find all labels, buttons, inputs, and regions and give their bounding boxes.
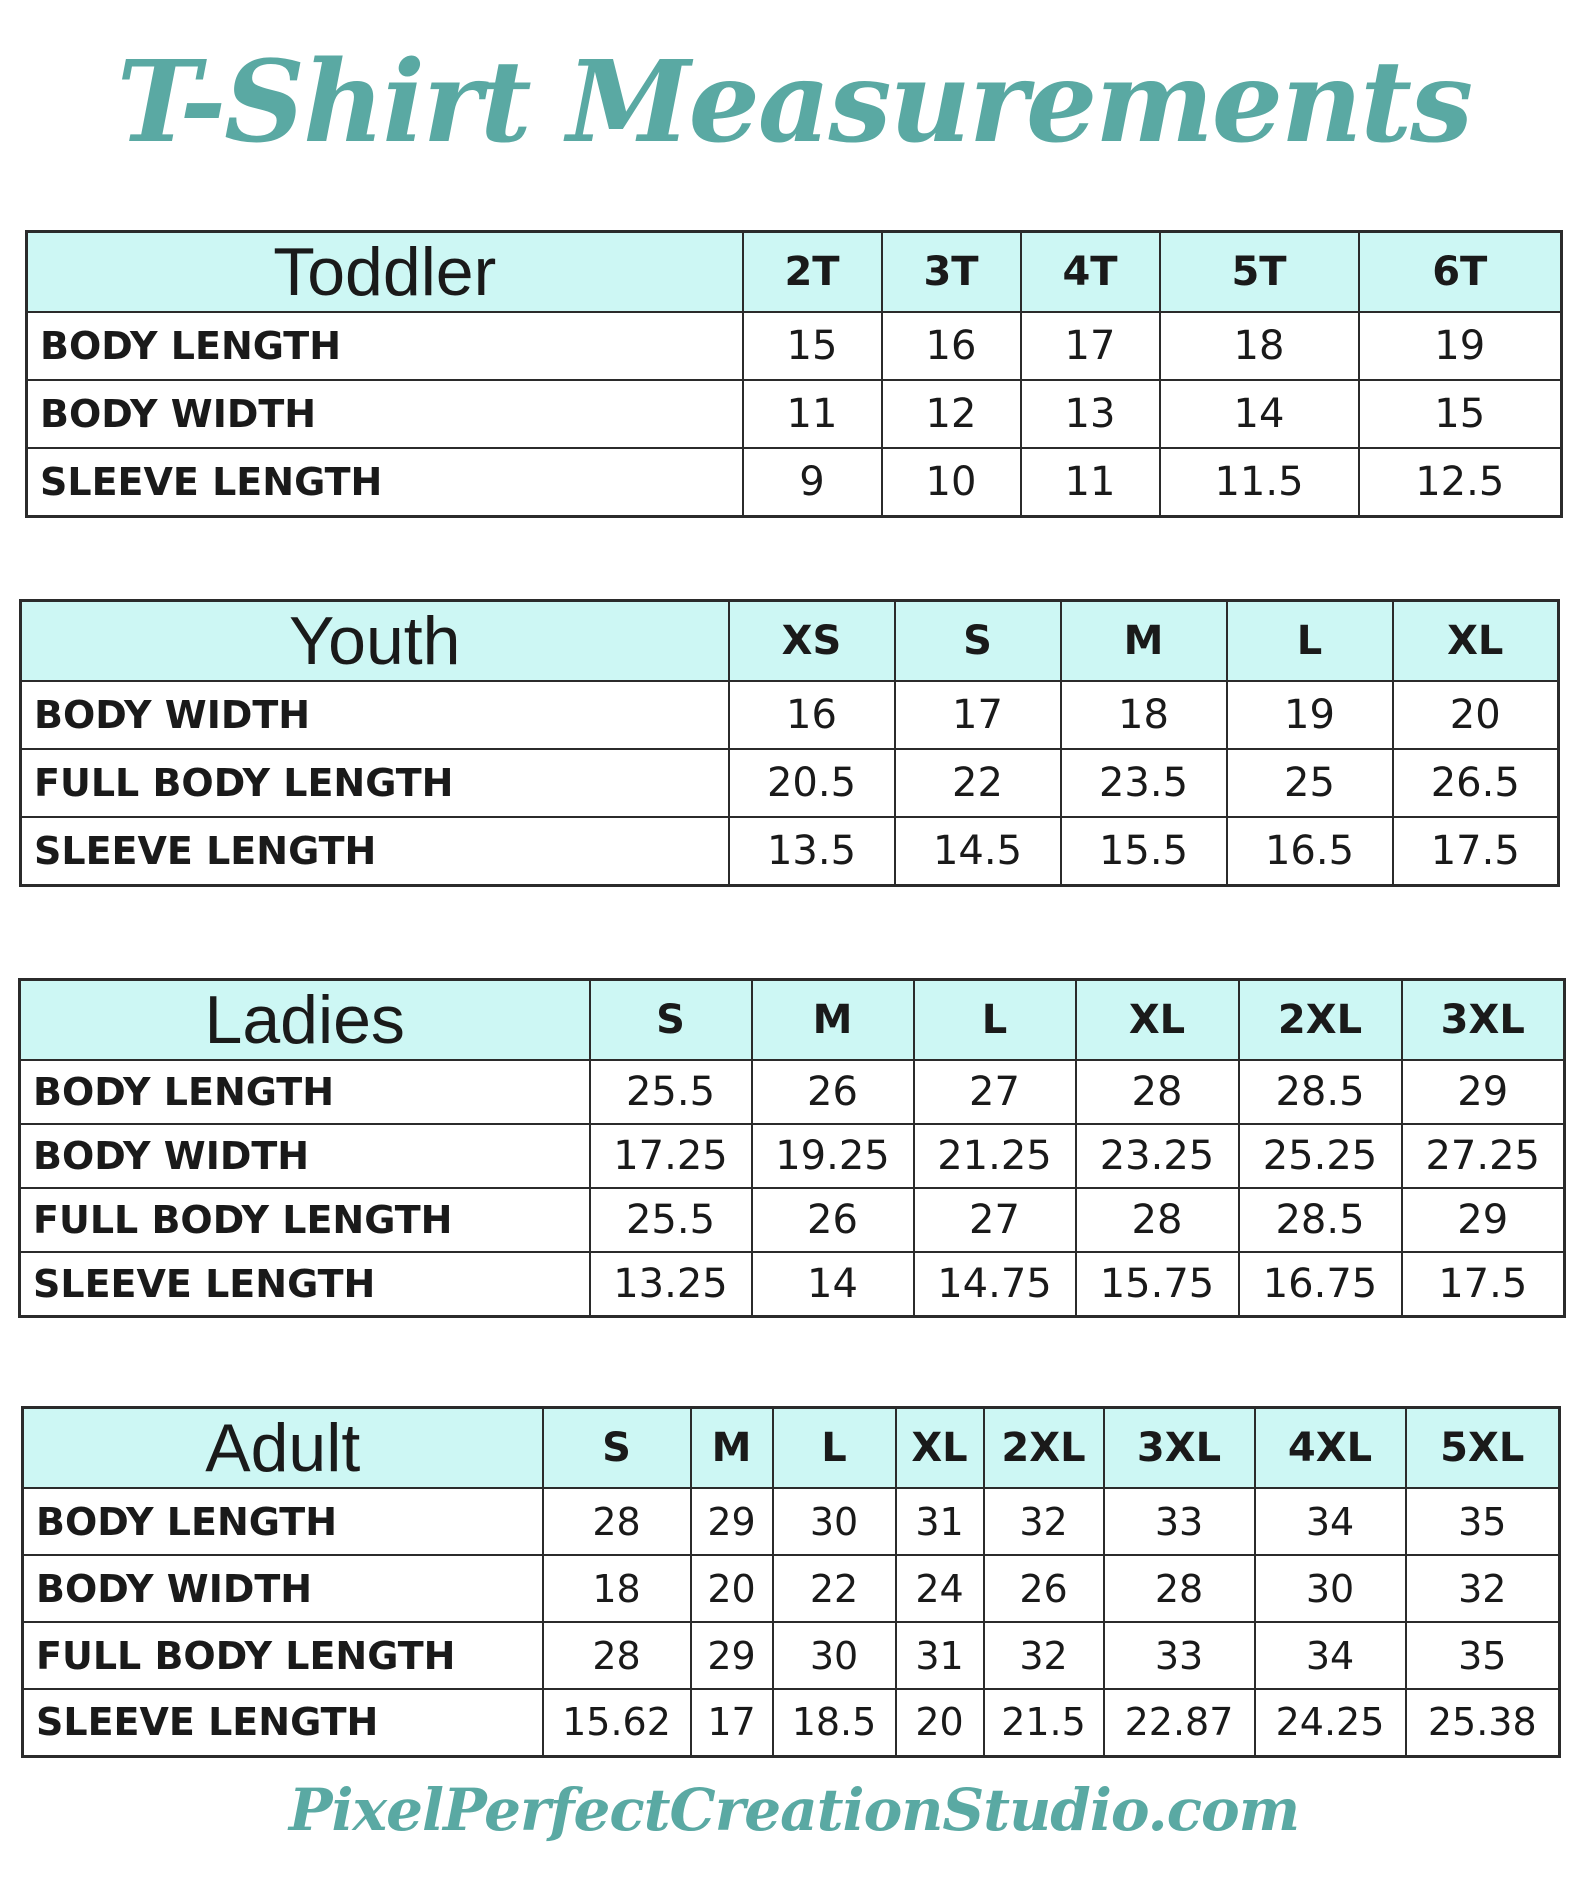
toddler-size-table xyxy=(25,230,1563,518)
table-header-row xyxy=(23,1408,1560,1489)
measurement-cell: 11.5 xyxy=(1160,448,1359,516)
table-header-row xyxy=(27,232,1562,313)
table-header-row xyxy=(20,980,1565,1061)
measurement-cell: 31 xyxy=(896,1488,984,1555)
measurement-cell: 32 xyxy=(984,1622,1104,1689)
row-label: BODY WIDTH xyxy=(27,380,743,448)
ladies-size-table xyxy=(18,978,1566,1318)
size-heading: XL xyxy=(896,1408,984,1489)
measurement-cell: 22 xyxy=(895,749,1061,817)
table-row xyxy=(20,1252,1565,1316)
measurement-cell: 20 xyxy=(896,1689,984,1756)
size-heading: 4T xyxy=(1021,232,1160,313)
size-heading: 2T xyxy=(743,232,882,313)
measurement-cell: 10 xyxy=(882,448,1021,516)
row-label: FULL BODY LENGTH xyxy=(21,749,729,817)
group-heading: Ladies xyxy=(20,980,590,1061)
size-heading: 2XL xyxy=(1239,980,1402,1061)
size-heading: 3XL xyxy=(1402,980,1565,1061)
measurement-cell: 32 xyxy=(1406,1555,1560,1622)
measurement-cell: 28 xyxy=(543,1622,691,1689)
measurement-cell: 12.5 xyxy=(1359,448,1562,516)
measurement-cell: 25.38 xyxy=(1406,1689,1560,1756)
measurement-cell: 31 xyxy=(896,1622,984,1689)
measurement-cell: 19 xyxy=(1359,312,1562,380)
measurement-cell: 35 xyxy=(1406,1488,1560,1555)
row-label: SLEEVE LENGTH xyxy=(27,448,743,516)
table-row xyxy=(20,1188,1565,1252)
size-heading: L xyxy=(773,1408,896,1489)
measurement-cell: 11 xyxy=(1021,448,1160,516)
measurement-cell: 35 xyxy=(1406,1622,1560,1689)
measurement-cell: 15.62 xyxy=(543,1689,691,1756)
measurement-cell: 26.5 xyxy=(1393,749,1559,817)
measurement-cell: 25.25 xyxy=(1239,1124,1402,1188)
measurement-cell: 13.5 xyxy=(729,817,895,885)
measurement-cell: 27.25 xyxy=(1402,1124,1565,1188)
measurement-cell: 22.87 xyxy=(1104,1689,1255,1756)
measurement-cell: 11 xyxy=(743,380,882,448)
measurement-cell: 34 xyxy=(1255,1488,1406,1555)
measurement-cell: 28.5 xyxy=(1239,1060,1402,1124)
row-label: BODY LENGTH xyxy=(27,312,743,380)
size-heading: M xyxy=(752,980,914,1061)
measurement-cell: 18 xyxy=(1160,312,1359,380)
size-heading: 4XL xyxy=(1255,1408,1406,1489)
table-row xyxy=(23,1488,1560,1555)
measurement-cell: 18 xyxy=(1061,681,1227,749)
measurement-cell: 29 xyxy=(1402,1060,1565,1124)
size-heading: S xyxy=(590,980,752,1061)
table-row xyxy=(20,1124,1565,1188)
measurement-cell: 28.5 xyxy=(1239,1188,1402,1252)
measurement-cell: 16 xyxy=(729,681,895,749)
measurement-cell: 28 xyxy=(1104,1555,1255,1622)
measurement-cell: 14 xyxy=(1160,380,1359,448)
measurement-cell: 29 xyxy=(691,1488,773,1555)
measurement-cell: 21.5 xyxy=(984,1689,1104,1756)
table-row xyxy=(21,749,1559,817)
measurement-cell: 16.5 xyxy=(1227,817,1393,885)
group-heading: Youth xyxy=(21,601,729,682)
size-heading: L xyxy=(914,980,1076,1061)
row-label: BODY LENGTH xyxy=(23,1488,543,1555)
table-row xyxy=(23,1622,1560,1689)
measurement-cell: 12 xyxy=(882,380,1021,448)
measurement-cell: 15.5 xyxy=(1061,817,1227,885)
measurement-cell: 27 xyxy=(914,1060,1076,1124)
measurement-cell: 18.5 xyxy=(773,1689,896,1756)
measurement-cell: 33 xyxy=(1104,1488,1255,1555)
measurement-cell: 30 xyxy=(1255,1555,1406,1622)
measurement-cell: 19.25 xyxy=(752,1124,914,1188)
measurement-cell: 34 xyxy=(1255,1622,1406,1689)
size-heading: 3XL xyxy=(1104,1408,1255,1489)
measurement-cell: 13.25 xyxy=(590,1252,752,1316)
measurement-cell: 25 xyxy=(1227,749,1393,817)
measurement-cell: 29 xyxy=(1402,1188,1565,1252)
measurement-cell: 32 xyxy=(984,1488,1104,1555)
measurement-cell: 20 xyxy=(691,1555,773,1622)
measurement-cell: 15 xyxy=(1359,380,1562,448)
measurement-cell: 20.5 xyxy=(729,749,895,817)
measurement-cell: 17 xyxy=(895,681,1061,749)
measurement-cell: 29 xyxy=(691,1622,773,1689)
measurement-cell: 28 xyxy=(1076,1060,1239,1124)
measurement-cell: 15 xyxy=(743,312,882,380)
measurement-cell: 17.5 xyxy=(1402,1252,1565,1316)
youth-size-table xyxy=(19,599,1560,887)
measurement-cell: 17 xyxy=(691,1689,773,1756)
measurement-cell: 22 xyxy=(773,1555,896,1622)
table-row xyxy=(21,817,1559,885)
measurement-cell: 9 xyxy=(743,448,882,516)
size-heading: 2XL xyxy=(984,1408,1104,1489)
measurement-cell: 26 xyxy=(752,1188,914,1252)
measurement-cell: 14.5 xyxy=(895,817,1061,885)
row-label: FULL BODY LENGTH xyxy=(20,1188,590,1252)
measurement-cell: 13 xyxy=(1021,380,1160,448)
row-label: FULL BODY LENGTH xyxy=(23,1622,543,1689)
table-row xyxy=(23,1555,1560,1622)
measurement-cell: 17.25 xyxy=(590,1124,752,1188)
adult-size-table xyxy=(21,1406,1561,1758)
table-header-row xyxy=(21,601,1559,682)
measurement-cell: 26 xyxy=(984,1555,1104,1622)
group-heading: Adult xyxy=(23,1408,543,1489)
size-heading: M xyxy=(691,1408,773,1489)
table-row xyxy=(20,1060,1565,1124)
measurement-cell: 16 xyxy=(882,312,1021,380)
measurement-cell: 14.75 xyxy=(914,1252,1076,1316)
measurement-cell: 18 xyxy=(543,1555,691,1622)
page-title: T-Shirt Measurements xyxy=(116,37,1472,168)
measurement-cell: 30 xyxy=(773,1488,896,1555)
website-footer: PixelPerfectCreationStudio.com xyxy=(288,1776,1300,1844)
size-heading: S xyxy=(895,601,1061,682)
measurement-cell: 15.75 xyxy=(1076,1252,1239,1316)
measurement-cell: 20 xyxy=(1393,681,1559,749)
table-row xyxy=(27,448,1562,516)
measurement-cell: 24 xyxy=(896,1555,984,1622)
measurement-cell: 17 xyxy=(1021,312,1160,380)
measurement-cell: 30 xyxy=(773,1622,896,1689)
size-heading: XS xyxy=(729,601,895,682)
size-heading: 6T xyxy=(1359,232,1562,313)
row-label: BODY WIDTH xyxy=(21,681,729,749)
size-heading: 5T xyxy=(1160,232,1359,313)
measurement-cell: 23.25 xyxy=(1076,1124,1239,1188)
row-label: BODY WIDTH xyxy=(20,1124,590,1188)
size-heading: XL xyxy=(1393,601,1559,682)
measurement-cell: 23.5 xyxy=(1061,749,1227,817)
measurement-cell: 14 xyxy=(752,1252,914,1316)
row-label: BODY WIDTH xyxy=(23,1555,543,1622)
size-heading: M xyxy=(1061,601,1227,682)
measurement-cell: 24.25 xyxy=(1255,1689,1406,1756)
measurement-cell: 16.75 xyxy=(1239,1252,1402,1316)
table-row xyxy=(21,681,1559,749)
measurement-cell: 28 xyxy=(1076,1188,1239,1252)
measurement-cell: 17.5 xyxy=(1393,817,1559,885)
measurement-cell: 21.25 xyxy=(914,1124,1076,1188)
measurement-cell: 33 xyxy=(1104,1622,1255,1689)
measurement-cell: 26 xyxy=(752,1060,914,1124)
measurement-cell: 25.5 xyxy=(590,1188,752,1252)
size-heading: XL xyxy=(1076,980,1239,1061)
size-heading: 3T xyxy=(882,232,1021,313)
row-label: SLEEVE LENGTH xyxy=(23,1689,543,1756)
size-heading: 5XL xyxy=(1406,1408,1560,1489)
row-label: BODY LENGTH xyxy=(20,1060,590,1124)
row-label: SLEEVE LENGTH xyxy=(21,817,729,885)
measurement-cell: 27 xyxy=(914,1188,1076,1252)
group-heading: Toddler xyxy=(27,232,743,313)
size-heading: S xyxy=(543,1408,691,1489)
table-row xyxy=(23,1689,1560,1756)
measurement-cell: 28 xyxy=(543,1488,691,1555)
measurement-cell: 25.5 xyxy=(590,1060,752,1124)
measurement-cell: 19 xyxy=(1227,681,1393,749)
size-heading: L xyxy=(1227,601,1393,682)
table-row xyxy=(27,380,1562,448)
row-label: SLEEVE LENGTH xyxy=(20,1252,590,1316)
table-row xyxy=(27,312,1562,380)
